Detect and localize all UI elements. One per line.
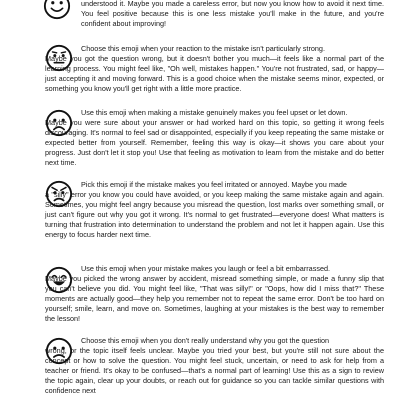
section-text	[45, 108, 384, 167]
section-body: understood it. Maybe you made a careless error, but now you know how to avoid it next time. You feel positive because this is one less mistake you'll make in the future, and you're confident about improving!	[81, 0, 384, 28]
section-body: Maybe you got the question wrong, but it doesn't bother you much—it feels like a normal part of the learning process. You might feel like, "Oh well, mistakes happen." You're not frustrated, sad, or happy—just accepting it and moving forward. This is a good choice when the mistake seems minor, expected, or something you know you'll get right with a little more practice.	[45, 53, 384, 93]
section-happy	[0, 0, 400, 38]
section-text	[45, 180, 384, 239]
section-lead: Use this emoji when making a mistake genuinely makes you feel upset or let down.	[81, 108, 348, 117]
section-confused	[0, 336, 400, 400]
section-body: Maybe you were sure about your answer or had worked hard on this topic, so getting it wrong feels discouraging. It's normal to feel sad or disappointed, especially if you keep repeating the same mistake or expected better from yourself. Remember, feeling this way is okay—it shows you care about your progress. Just don't let it stop you! Use that feeling as motivation to learn from the mistake and do better next time.	[45, 117, 384, 167]
section-lead: Pick this emoji if the mistake makes you feel irritated or annoyed. Maybe you made	[81, 180, 347, 189]
section-text	[81, 0, 384, 29]
section-laughing	[0, 264, 400, 344]
section-lead: Choose this emoji when your reaction to the mistake isn't particularly strong.	[81, 44, 325, 53]
section-text	[45, 44, 384, 94]
smiling-face-icon	[43, 0, 71, 20]
section-angry	[0, 180, 400, 270]
section-lead: Use this emoji when your mistake makes you laugh or feel a bit embarrassed.	[81, 264, 331, 273]
section-lead: Choose this emoji when you don't really understand why you got the question	[81, 336, 330, 345]
section-text	[45, 336, 384, 395]
section-text	[45, 264, 384, 323]
section-body: wrong, or the topic itself feels unclear. Maybe you tried your best, but you're still not sure about the concept or how to solve the question. You might feel stuck, uncertain, or need to ask for help from a teacher or friend. It's okay to be confused—that's a normal part of learning! Use this as a sign to review the topic again, clear up your doubts, or reach out for guidance so you can tackle similar questions with confidence next	[45, 345, 384, 395]
section-body: Maybe you picked the wrong answer by accident, misread something simple, or made a funny slip that you can't believe you did. You might feel like, "That was silly!" or "Oops, how did I miss that?" These moments are actually good—they help you remember not to repeat the same error. Don't be too hard on yourself; smile, learn, and move on. Sometimes, laughing at your mistakes is the best way to remember the lesson!	[45, 273, 384, 323]
section-body: a "silly" error you know you could have avoided, or you keep making the same mistake again and again. Sometimes, you might feel angry because you misread the question, lost marks over something small, or just can't figure out why you got it wrong. It's normal to get frustrated—everyone does! What matters is turning that frustration into determination to understand the problem and not let it happen again. Use this energy to focus harder next time.	[45, 189, 384, 239]
